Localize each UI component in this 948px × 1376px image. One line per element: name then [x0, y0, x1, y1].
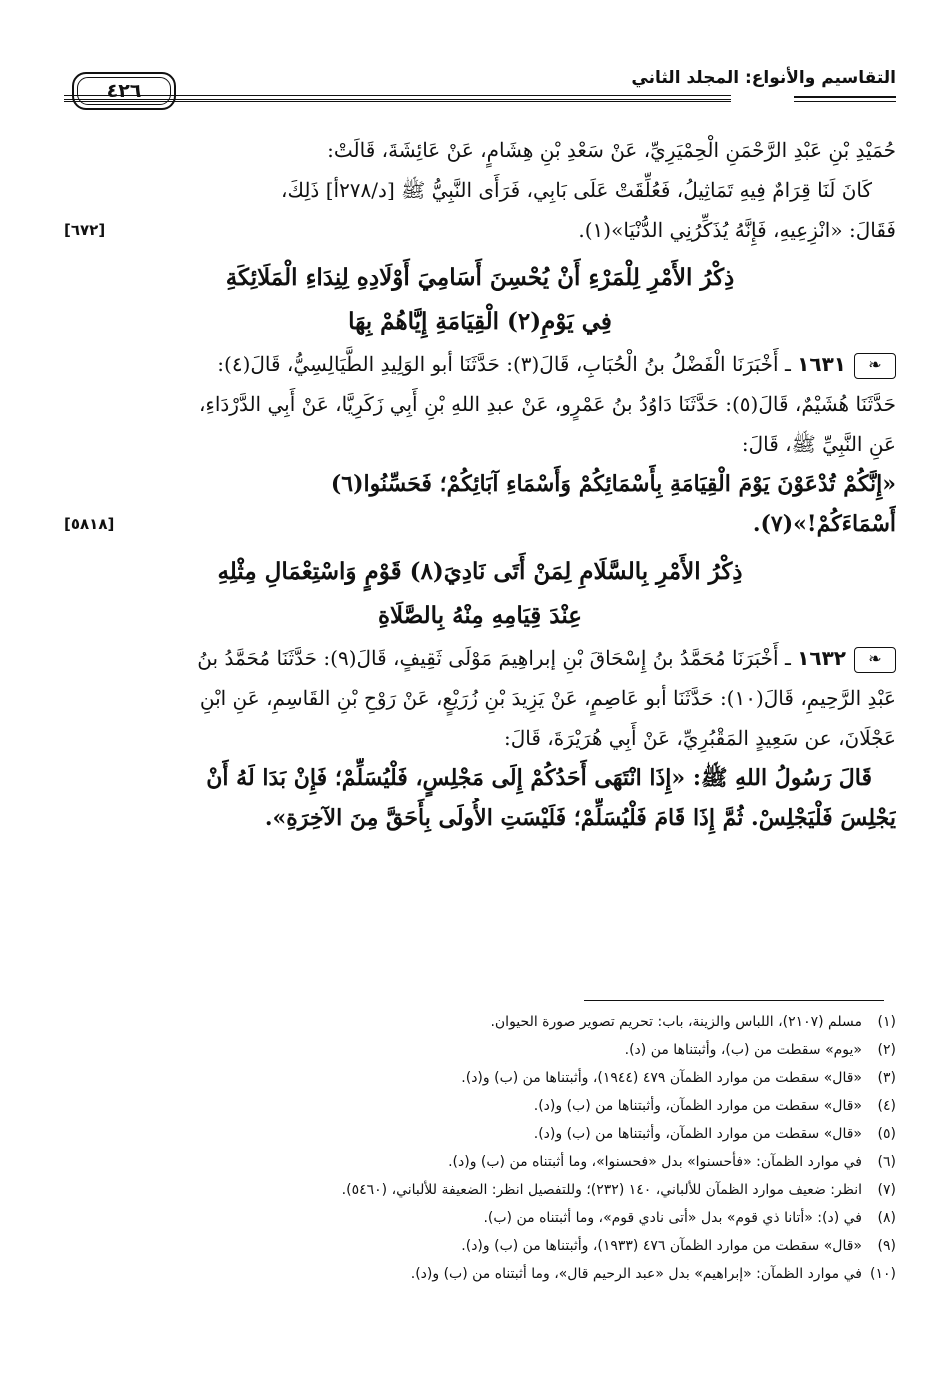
- footnote-number: (٧): [877, 1182, 896, 1198]
- chapter-heading: ذِكْرُ الأَمْرِ لِلْمَرْءِ أَنْ يُحْسِنَ أَسَامِيَ أَوْلَادِهِ لِنِدَاءِ الْمَلَائِكَةِ: [225, 264, 735, 291]
- footnote: [64, 1064, 896, 1092]
- footnote: [64, 1176, 896, 1204]
- hadith-text: أَسْمَاءَكُمْ!»(٧).: [752, 511, 896, 537]
- footnote: [64, 1008, 896, 1036]
- footnote: [64, 1260, 896, 1288]
- hadith-reference: [٥٨١٨]: [64, 515, 115, 533]
- footnote: [64, 1204, 896, 1232]
- text-line: عَبْدِ الرَّحِيمِ، قَالَ(١٠): حَدَّثَنَا أبو عَاصِمٍ، عَنْ يَزِيدَ بْنِ زُرَيْعٍ، عَنْ رَوْحِ بْنِ القَاسِمِ، عَنِ ابْنِ: [199, 686, 896, 710]
- footnote-number: (٤): [877, 1098, 896, 1114]
- hadith-badge-icon: [854, 353, 896, 379]
- page-number: ٤٢٦: [106, 80, 142, 102]
- footnote-number: (٦): [877, 1154, 896, 1170]
- text-line: [64, 210, 896, 250]
- footnote-text: «قال» سقطت من موارد الظمآن، وأثبتناها من (ب) و(د).: [533, 1098, 862, 1114]
- hadith-matn: [64, 504, 896, 544]
- text-line: حُمَيْدِ بْنِ عَبْدِ الرَّحْمَنِ الْحِمْيَرِيِّ، عَنْ سَعْدِ بْنِ هِشَامٍ، عَنْ عَائِشَةَ، قَالَتْ:: [327, 138, 896, 162]
- footnote: [64, 1036, 896, 1064]
- footnote-text: في موارد الظمآن: «فأحسنوا» بدل «فحسنوا»، وما أثبتناه من (ب) و(د).: [448, 1154, 862, 1170]
- hadith-reference: [٦٧٢]: [64, 221, 106, 239]
- chapter-heading: فِي يَوْمِ(٢) الْقِيَامَةِ إِيَّاهُمْ بِهَا: [348, 308, 612, 335]
- footnote-text: «قال» سقطت من موارد الظمآن ٤٧٦ (١٩٣٣)، وأثبتناها من (ب) و(د).: [461, 1238, 862, 1254]
- footnote-text: في (د): «أتانا ذي قوم» بدل «أتى نادي قوم»، وما أثبتناه من (ب).: [483, 1210, 862, 1226]
- footnote-text: في موارد الظمآن: «إبراهيم» بدل «عبد الرحيم قال»، وما أثبتناه من (ب) و(د).: [410, 1266, 862, 1282]
- header-rule-right: [794, 96, 896, 102]
- hadith-matn: يَجْلِسَ فَلْيَجْلِسْ. ثُمَّ إِذَا قَامَ فَلْيُسَلِّمْ؛ فَلَيْسَتِ الأُولَى بِأَحَقَّ مِنَ الآخِرَةِ».: [264, 805, 896, 831]
- hadith-number: ١٦٣٢: [797, 646, 846, 670]
- hadith-number: ١٦٣١: [797, 352, 846, 376]
- text-line: [64, 638, 896, 678]
- text-line: كَانَ لَنَا قِرَامٌ فِيهِ تَمَاثِيلُ، فَعُلِّقَتْ عَلَى بَابِي، فَرَأَى النَّبِيُّ ﷺ [د/٢٧٨أ] ذَلِكَ،: [281, 178, 872, 202]
- footnote-number: (٥): [877, 1126, 896, 1142]
- page-number-frame: [72, 72, 176, 110]
- running-title: التقاسيم والأنواع: المجلد الثاني: [631, 68, 896, 88]
- text-line: [64, 344, 896, 384]
- isnad-text: ـ أَخْبَرَنَا مُحَمَّدُ بنُ إِسْحَاقَ بْنِ إبراهِيمَ مَوْلَى ثَقِيفٍ، قَالَ(٩): حَدَّثَنَا مُحَمَّدُ بنُ: [197, 646, 791, 670]
- main-text: [64, 130, 896, 838]
- footnote: [64, 1120, 896, 1148]
- hadith-text: فَقَالَ: «انْزِعِيهِ، فَإِنَّهُ يُذَكِّرُنِي الدُّنْيَا»(١).: [578, 218, 896, 242]
- footnote: [64, 1092, 896, 1120]
- footnote-number: (١٠): [870, 1266, 896, 1282]
- footnote-text: «قال» سقطت من موارد الظمآن ٤٧٩ (١٩٤٤)، وأثبتناها من (ب) و(د).: [461, 1070, 862, 1086]
- hadith-matn: «إِنَّكُمْ تُدْعَوْنَ يَوْمَ الْقِيَامَةِ بِأَسْمَائِكُمْ وَأَسْمَاءِ آبَائِكُمْ؛ فَحَسِّنُوا(٦): [330, 471, 896, 497]
- footnote-number: (٩): [877, 1238, 896, 1254]
- footnote-text: انظر: ضعيف موارد الظمآن للألباني، ١٤٠ (٢٣٢)؛ وللتفصيل انظر: الضعيفة للألباني، (٥٤٦٠).: [341, 1182, 862, 1198]
- text-line: عَنِ النَّبِيِّ ﷺ، قَالَ:: [741, 432, 896, 456]
- text-line: عَجْلَانَ، عن سَعِيدٍ المَقْبُرِيِّ، عَنْ أَبِي هُرَيْرَةَ، قَالَ:: [503, 726, 896, 750]
- footnotes: [64, 1008, 896, 1288]
- hadith-badge-icon: [854, 647, 896, 673]
- isnad-text: ـ أَخْبَرَنَا الْفَضْلُ بنُ الْحُبَابِ، قَالَ(٣): حَدَّثَنَا أبو الوَلِيدِ الطَّيَالِسِيُّ، قَالَ(٤):: [217, 352, 791, 376]
- chapter-heading: ذِكْرُ الأَمْرِ بِالسَّلَامِ لِمَنْ أَتَى نَادِيَ(٨) قَوْمٍ وَاسْتِعْمَالِ مِثْلِهِ: [217, 558, 743, 585]
- footnote-number: (٨): [877, 1210, 896, 1226]
- footnote-number: (٣): [877, 1070, 896, 1086]
- text-line: حَدَّثَنَا هُشَيْمٌ، قَالَ(٥): حَدَّثَنَا دَاوُدُ بنُ عَمْرٍو، عَنْ عبدِ اللهِ بْنِ أَبِي زَكَرِيَّا، عَنْ أَبِي الدَّرْدَاءِ،: [198, 392, 896, 416]
- hadith-matn: قَالَ رَسُولُ اللهِ ﷺ: «إِذَا انْتَهَى أَحَدُكُمْ إِلَى مَجْلِسٍ، فَلْيُسَلِّمْ؛ فَإِنْ بَدَا لَهُ أَنْ: [206, 765, 872, 791]
- footnote-text: «يوم» سقطت من (ب)، وأثبتناها من (د).: [624, 1042, 862, 1058]
- chapter-heading: عِنْدَ قِيَامِهِ مِنْهُ بِالصَّلَاةِ: [377, 602, 583, 629]
- footnote: [64, 1148, 896, 1176]
- footnote: [64, 1232, 896, 1260]
- footnote-text: «قال» سقطت من موارد الظمآن، وأثبتناها من (ب) و(د).: [533, 1126, 862, 1142]
- footnote-number: (١): [877, 1014, 896, 1030]
- footnote-text: مسلم (٢١٠٧)، اللباس والزينة، باب: تحريم تصوير صورة الحيوان.: [490, 1014, 862, 1030]
- footnote-number: (٢): [877, 1042, 896, 1058]
- footnote-separator: [584, 1000, 884, 1001]
- page-header: [64, 58, 896, 114]
